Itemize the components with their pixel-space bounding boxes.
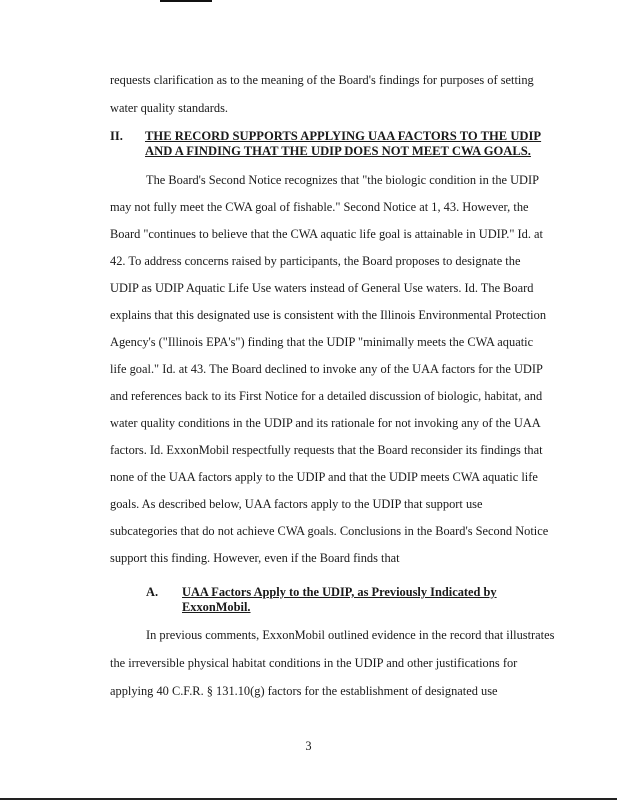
text-line: applying 40 C.F.R. § 131.10(g) factors for the establishment of designated use [110,684,498,698]
text-line: In previous comments, ExxonMobil outlined evidence in the record that illustrates [146,628,555,642]
subsection-heading-line: ExxonMobil. [182,600,251,614]
text-line: Agency's ("Illinois EPA's") finding that the UDIP "minimally meets the CWA aquatic [110,335,534,349]
text-line: the irreversible physical habitat conditions in the UDIP and other justifications for [110,656,518,670]
subsection-heading-line: UAA Factors Apply to the UDIP, as Previously Indicated by [182,585,497,599]
text-line: 42. To address concerns raised by participants, the Board proposes to designate the [110,254,521,268]
top-edge-mark [160,0,212,2]
text-line: life goal." Id. at 43. The Board declined to invoke any of the UAA factors for the UDIP [110,362,543,376]
text-line: subcategories that do not achieve CWA goals. Conclusions in the Board's Second Notice [110,524,549,538]
text-line: goals. As described below, UAA factors apply to the UDIP that support use [110,497,483,511]
text-line: UDIP as UDIP Aquatic Life Use waters instead of General Use waters. Id. The Board [110,281,534,295]
text-line: and references back to its First Notice for a detailed discussion of biologic, habitat, and [110,389,543,403]
text-line: Board "continues to believe that the CWA aquatic life goal is attainable in UDIP." Id. at [110,227,544,241]
text-line: support this finding. However, even if the Board finds that [110,551,400,565]
text-line: requests clarification as to the meaning of the Board's findings for purposes of setting [110,73,534,87]
text-line: The Board's Second Notice recognizes that "the biologic condition in the UDIP [146,173,540,187]
text-line: none of the UAA factors apply to the UDIP and that the UDIP meets CWA aquatic life [110,470,538,484]
text-line: water quality conditions in the UDIP and its rationale for not invoking any of the UAA [110,416,541,430]
subsection-letter: A. [146,585,159,599]
page-number: 3 [305,739,312,753]
text-line: water quality standards. [110,101,229,115]
text-line: factors. Id. ExxonMobil respectfully requests that the Board reconsider its findings that [110,443,543,457]
section-heading-line: THE RECORD SUPPORTS APPLYING UAA FACTORS TO THE UDIP [145,129,542,143]
text-line: explains that this designated use is consistent with the Illinois Environmental Protection [110,308,547,322]
text-line: may not fully meet the CWA goal of fishable." Second Notice at 1, 43. However, the [110,200,529,214]
section-number: II. [110,129,123,143]
section-heading-line: AND A FINDING THAT THE UDIP DOES NOT MEET CWA GOALS. [145,144,531,158]
